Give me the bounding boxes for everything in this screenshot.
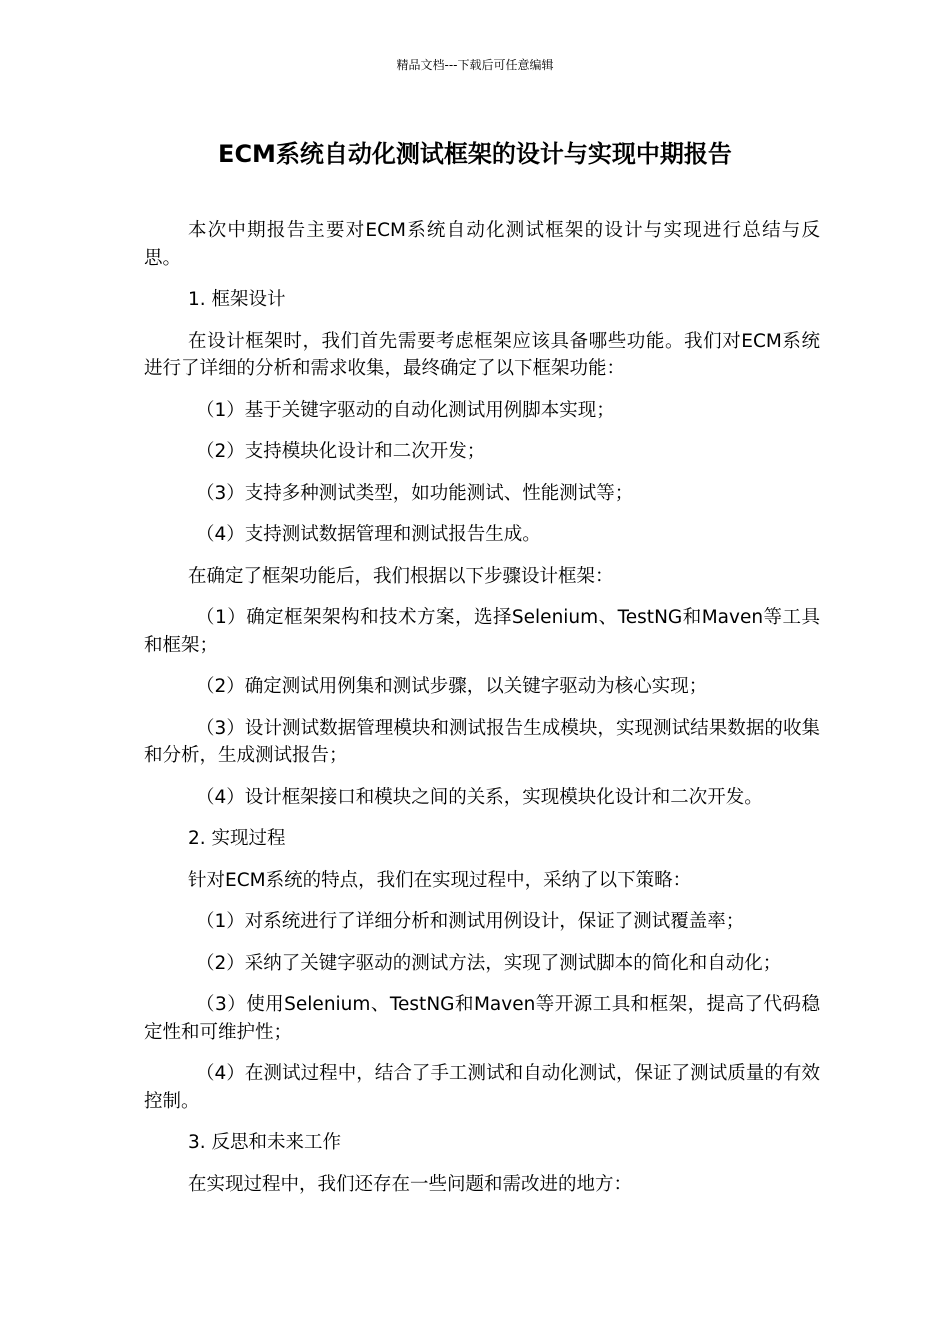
list-item: （4）设计框架接口和模块之间的关系，实现模块化设计和二次开发。 [196,786,763,808]
section-heading-reflection: 3. 反思和未来工作 [188,1132,342,1153]
list-item: （2）确定测试用例集和测试步骤，以关键字驱动为核心实现； [196,676,708,697]
section-heading-framework-design: 1. 框架设计 [188,289,286,310]
document-body [144,217,820,1212]
body-paragraph: 针对ECM系统的特点，我们在实现过程中，采纳了以下策略： [188,869,692,891]
body-paragraph: 在实现过程中，我们还存在一些问题和需改进的地方： [188,1173,633,1195]
list-item: （3）设计测试数据管理模块和测试报告生成模块，实现测试结果数据的收集和分析，生成测试报告； [144,717,820,766]
document-title: ECM系统自动化测试框架的设计与实现中期报告 [218,140,732,168]
section-heading-implementation: 2. 实现过程 [188,828,286,849]
list-item: （2）支持模块化设计和二次开发； [196,441,486,462]
list-item: （1）确定框架架构和技术方案，选择Selenium、TestNG和Maven等工具和框架； [144,607,820,656]
list-item: （4）支持测试数据管理和测试报告生成。 [196,524,541,545]
page-header-note: 精品文档---下载后可任意编辑 [396,58,554,72]
list-item: （1）对系统进行了详细分析和测试用例设计，保证了测试覆盖率； [196,911,745,932]
list-item: （2）采纳了关键字驱动的测试方法，实现了测试脚本的简化和自动化； [196,952,782,974]
list-item: （3）支持多种测试类型，如功能测试、性能测试等； [196,482,634,504]
list-item: （4）在测试过程中，结合了手工测试和自动化测试，保证了测试质量的有效控制。 [144,1063,820,1112]
list-item: （1）基于关键字驱动的自动化测试用例脚本实现； [196,399,615,421]
body-paragraph: 在设计框架时，我们首先需要考虑框架应该具备哪些功能。我们对ECM系统进行了详细的分析和需求收集，最终确定了以下框架功能： [144,330,820,379]
list-item: （3）使用Selenium、TestNG和Maven等开源工具和框架，提高了代码稳定性和可维护性； [144,994,820,1043]
body-paragraph: 在确定了框架功能后，我们根据以下步骤设计框架： [188,565,614,587]
intro-paragraph: 本次中期报告主要对ECM系统自动化测试框架的设计与实现进行总结与反思。 [144,220,820,269]
